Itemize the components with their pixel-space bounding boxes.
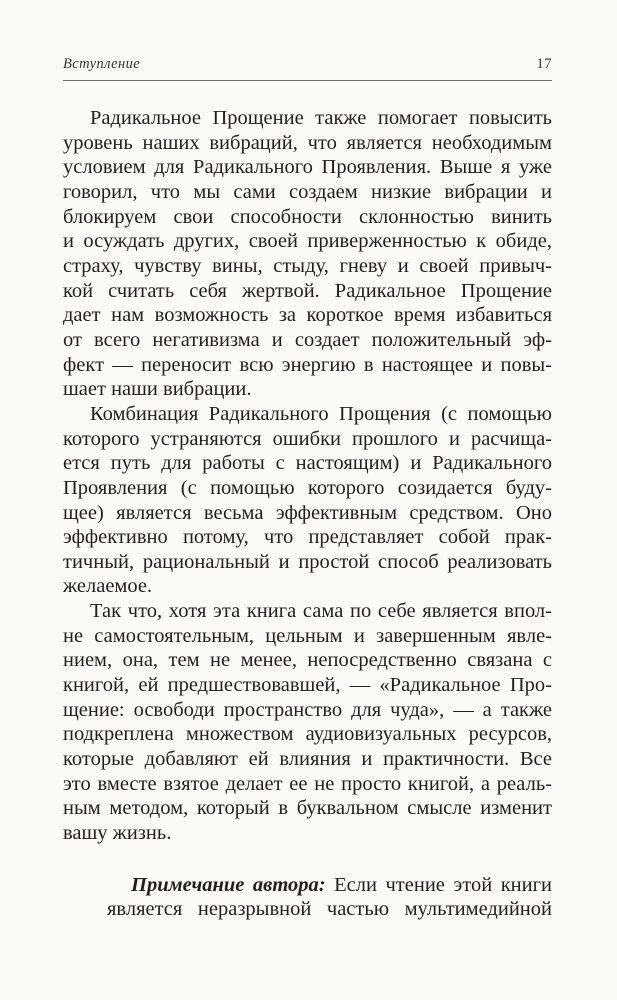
text-line: Радикальное Прощение также помогает повысить: [90, 107, 552, 129]
text-line: является неразрывной частью мультимедийной: [107, 898, 552, 921]
text-line: щение: освободи пространство для чуда», — а также: [63, 698, 552, 721]
text-line: тичный, рациональный и простой способ реализовать: [63, 550, 552, 573]
text-line: Так что, хотя эта книга сама по себе является впол-: [90, 600, 552, 623]
text-line: шает наши вибрации.: [63, 378, 252, 401]
text-line: говорил, что мы сами создаем низкие вибрации и: [63, 180, 552, 203]
text-line: Проявления (с помощью которого созидается буду-: [63, 476, 552, 499]
text-line: блокируем свои способности склонностью винить: [63, 205, 552, 228]
text-line: подкреплена множеством аудиовизуальных ресурсов,: [63, 723, 552, 746]
text-line: условием для Радикального Проявления. Выше я уже: [63, 156, 552, 179]
note-lead: Примечание автора:: [131, 873, 326, 896]
text-line: уровень наших вибраций, что является необходимым: [63, 131, 552, 154]
text-line: не самостоятельным, цельным и завершенным явле-: [63, 624, 552, 647]
text-line: кой считать себя жертвой. Радикальное Прощение: [63, 279, 552, 302]
paragraph: [63, 106, 552, 402]
text-line: Комбинация Радикального Прощения (с помощью: [90, 402, 552, 425]
text-line: это вместе взятое делает ее не просто книгой, а реаль-: [63, 772, 552, 795]
section-title: Вступление: [63, 56, 141, 72]
text-line: и осуждать других, своей приверженностью к обиде,: [63, 230, 552, 253]
text-line: нием, она, тем не менее, непосредственно связана с: [63, 649, 552, 672]
text-line: ным методом, который в буквальном смысле изменит: [63, 797, 552, 820]
text-line: от всего негативизма и создает положительный эф-: [63, 328, 552, 351]
text-line: вашу жизнь.: [63, 822, 172, 845]
page-body: [63, 106, 552, 922]
text-line: которые добавляют ей влияния и практичности. Все: [63, 748, 552, 771]
text-line: Примечание автора: Если чтение этой книги: [131, 873, 552, 896]
text-line: щее) является весьма эффективным средством. Оно: [63, 501, 552, 524]
text-line: эффективно потому, что представляет собой прак-: [63, 526, 552, 549]
header-divider: [63, 80, 552, 81]
paragraph: [63, 402, 552, 599]
page-header: [63, 56, 552, 73]
text-line: ется путь для работы с настоящим) и Радикального: [63, 452, 552, 475]
text-line: которого устраняются ошибки прошлого и расчища-: [63, 427, 552, 450]
author-note: [107, 873, 552, 922]
text-line: дает нам возможность за короткое время избавиться: [63, 304, 552, 327]
text-line: страху, чувству вины, стыду, гневу и своей привыч-: [63, 254, 552, 277]
paragraph: [63, 599, 552, 846]
page-number: 17: [536, 56, 552, 72]
text-line: книгой, ей предшествовавшей, — «Радикальное Про-: [63, 674, 552, 697]
text-line: фект — переносит всю энергию в настоящее и повы-: [63, 353, 552, 376]
text-line: желаемое.: [63, 575, 153, 598]
